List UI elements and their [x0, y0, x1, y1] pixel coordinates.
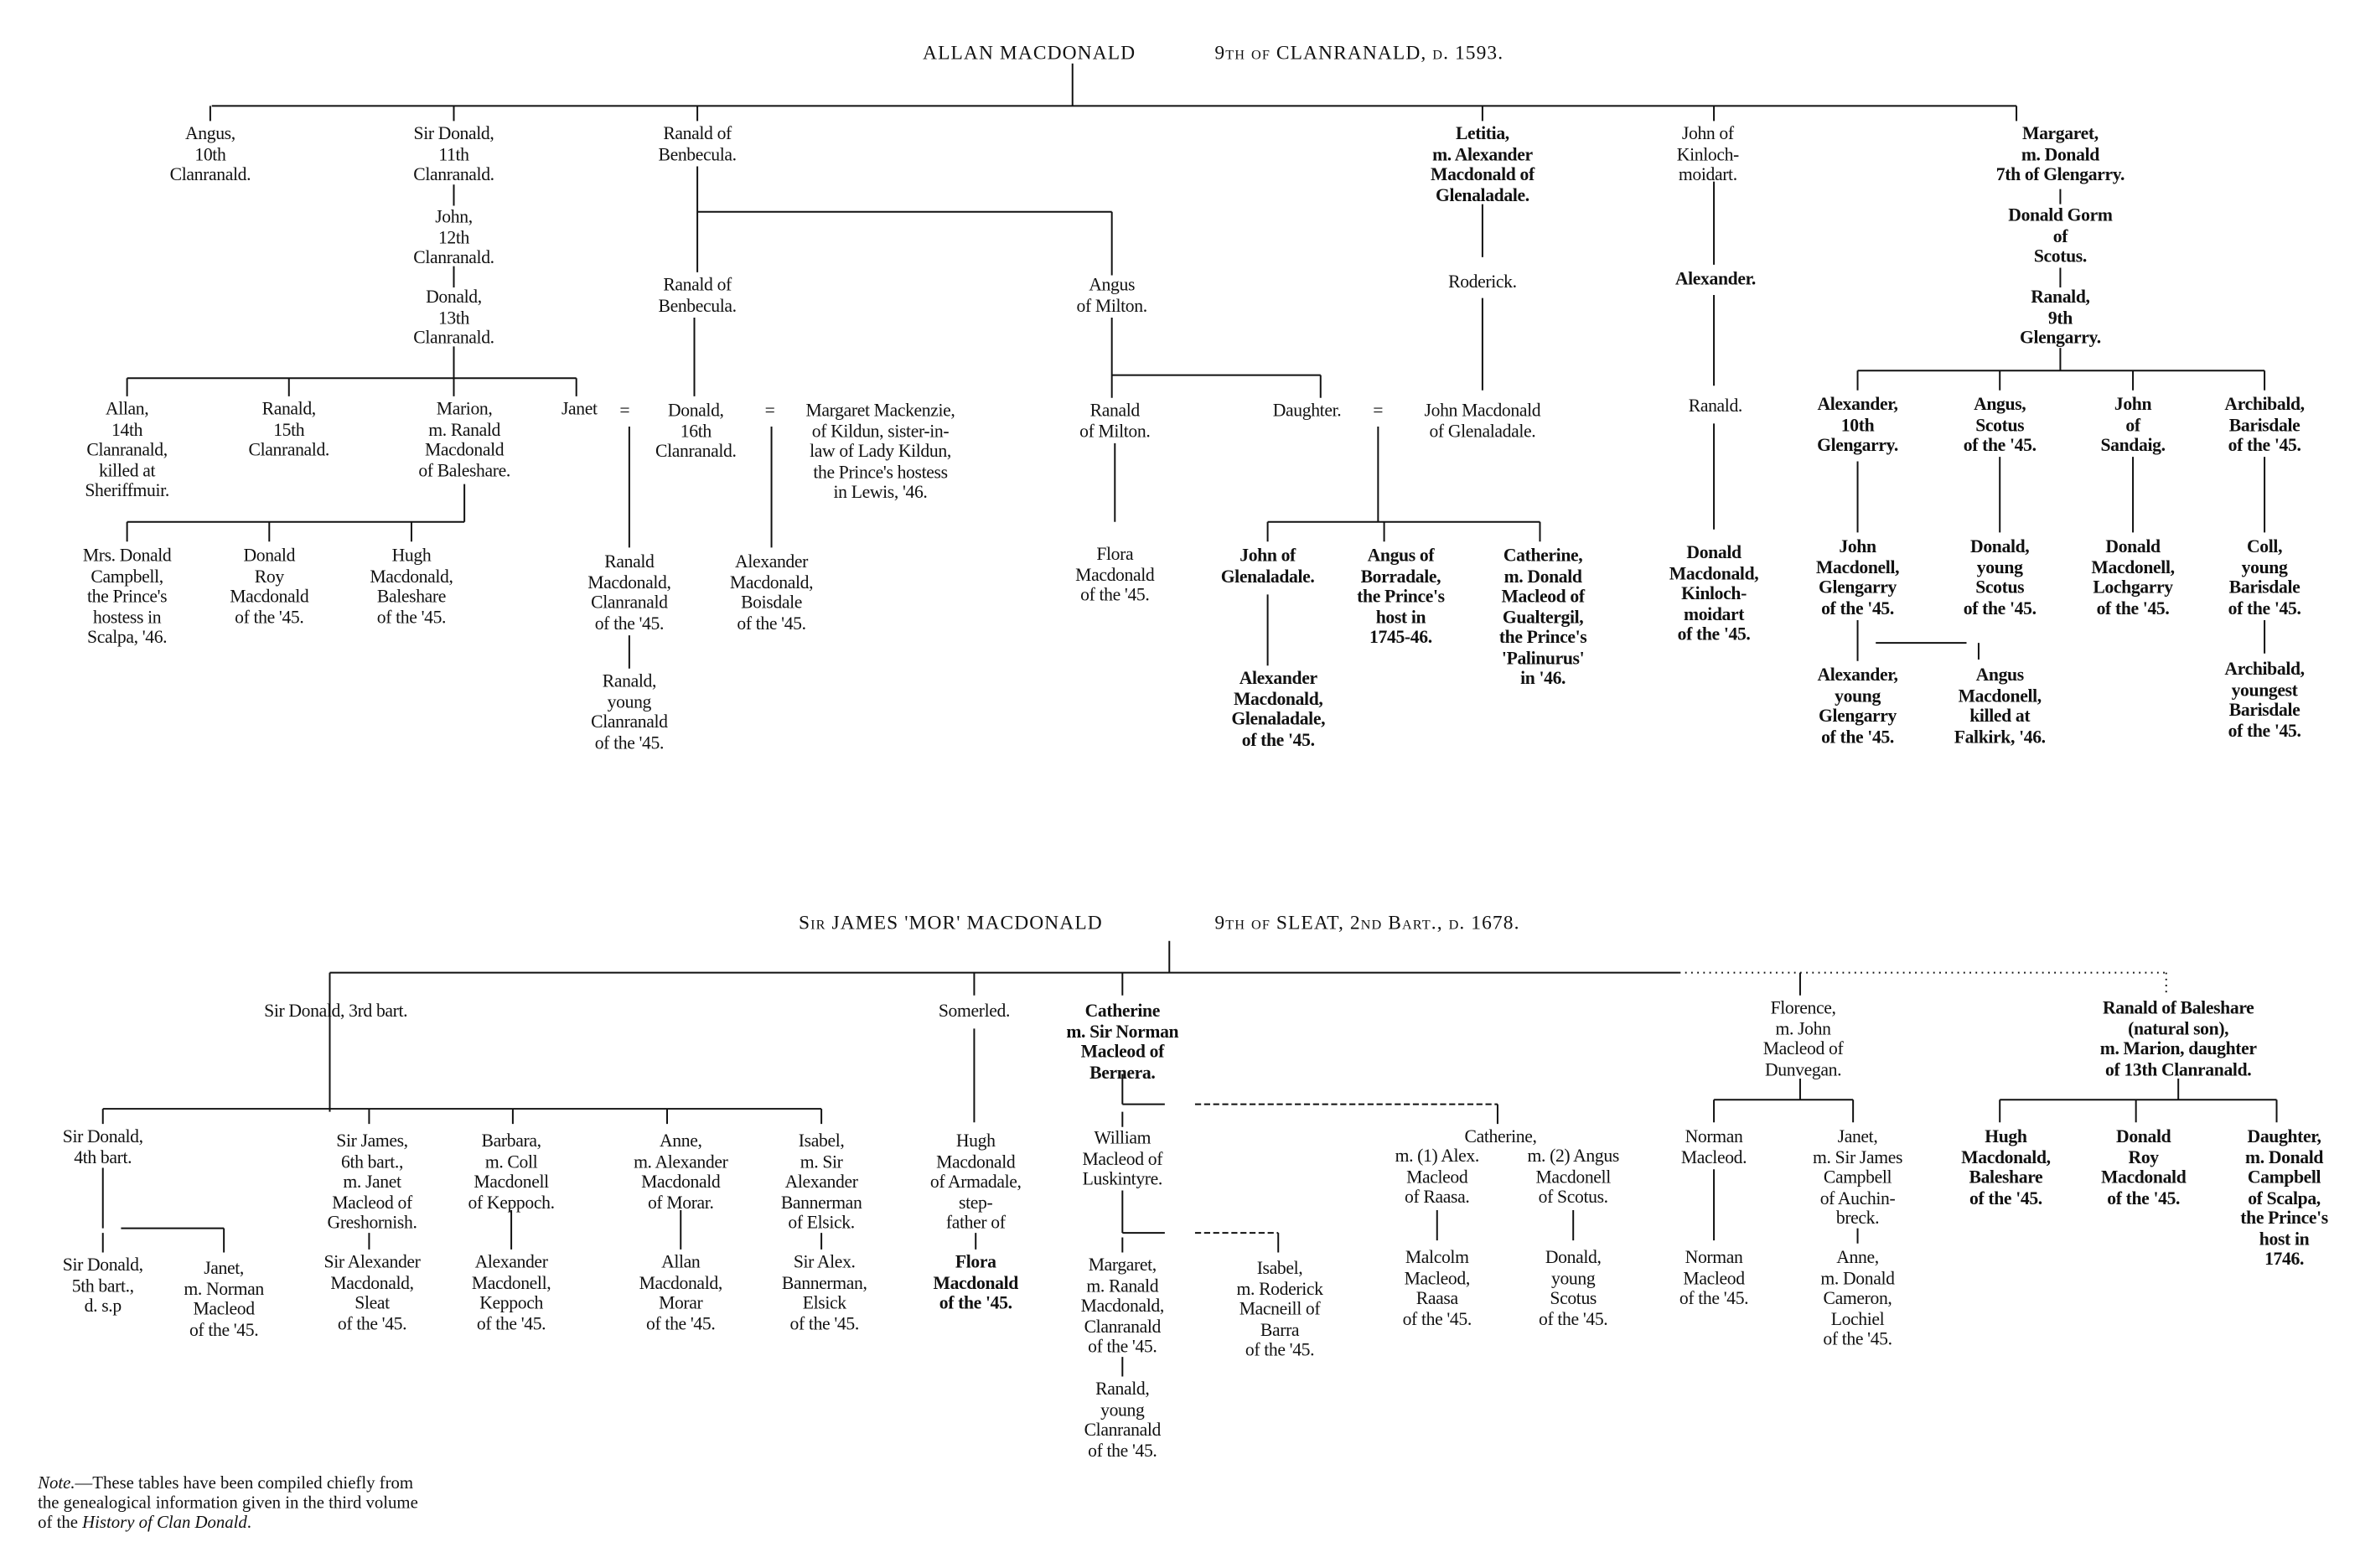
person-node: Angus Macdonell, killed at Falkirk, '46.	[1954, 664, 2046, 747]
person-node: Coll, young Barisdale of the '45.	[2228, 535, 2301, 618]
person-node: Angus of Milton.	[1076, 273, 1147, 316]
person-node: Alexander.	[1674, 267, 1756, 289]
person-node: Sir Donald, 5th bart., d. s.p	[62, 1254, 143, 1317]
person-node: Angus, 10th Clanranald.	[169, 122, 251, 185]
person-node: Ranald, 15th Clanranald.	[248, 397, 329, 460]
top-root-detail: 9th of CLANRANALD, d. 1593.	[1214, 40, 1504, 64]
note-end: .	[246, 1514, 251, 1533]
person-node: Isabel, m. Sir Alexander Bannerman of Elsick.	[780, 1130, 862, 1234]
person-node: John Macdonell, Glengarry of the '45.	[1815, 535, 1900, 618]
person-node: Donald Macdonell, Lochgarry of the '45.	[2091, 535, 2175, 618]
person-node: Flora Macdonald of the '45.	[933, 1250, 1018, 1313]
person-node: Margaret Mackenzie, of Kildun, sister-in- law of Lady Kildun, the Prince's hostess in Lewis, '46.	[805, 399, 955, 503]
person-node: Letitia, m. Alexander Macdonald of Glenaladale.	[1430, 122, 1535, 205]
person-node: m. (1) Alex. Macleod of Raasa.	[1395, 1145, 1479, 1208]
person-node: Archibald, youngest Barisdale of the '45.	[2224, 658, 2305, 741]
person-node: Angus of Borradale, the Prince's host in 1745-46.	[1357, 544, 1445, 648]
person-node: Allan Macdonald, Morar of the '45.	[639, 1250, 722, 1334]
person-node: Hugh Macdonald of Armadale, step- father of	[929, 1130, 1022, 1234]
person-node: Donald, young Scotus of the '45.	[1963, 535, 2037, 618]
person-node: Alexander, young Glengarry of the '45.	[1817, 664, 1898, 747]
person-node: Ranald of Benbecula.	[658, 273, 737, 316]
person-node: Alexander Macdonald, Boisdale of the '45.	[729, 551, 814, 634]
dotted-line-natural-son	[1679, 973, 2166, 996]
person-node: Angus, Scotus of the '45.	[1963, 393, 2037, 456]
person-node: Janet, m. Norman Macleod of the '45.	[184, 1256, 264, 1340]
person-node: Ranald.	[1688, 395, 1742, 417]
person-node: Barbara, m. Coll Macdonell of Keppoch.	[468, 1130, 555, 1213]
person-node: Hugh Macdonald, Baleshare of the '45.	[1961, 1125, 2051, 1208]
person-node: Flora Macdonald of the '45.	[1075, 542, 1155, 605]
person-node: Catherine, m. Donald Macleod of Gualtergil, the Prince's 'Palinurus' in '46.	[1498, 544, 1587, 689]
bottom-tree-lines	[103, 941, 2277, 1377]
person-node: Allan, 14th Clanranald, killed at Sheriffmuir.	[85, 397, 169, 501]
person-node: Hugh Macdonald, Baleshare of the '45.	[370, 544, 453, 628]
person-node: Margaret, m. Ranald Macdonald, Clanranald of the '45.	[1080, 1254, 1164, 1358]
person-node: m. (2) Angus Macdonell of Scotus.	[1527, 1145, 1619, 1208]
person-node: John of Glenaladale.	[1220, 544, 1315, 587]
person-node: Alexander Macdonell, Keppoch of the '45.	[471, 1250, 551, 1334]
clipped-node-frame	[1059, 1126, 1167, 1219]
person-node: Archibald, Barisdale of the '45.	[2224, 393, 2305, 456]
person-node: Sir Donald, 11th Clanranald.	[413, 122, 494, 185]
person-node: Isabel, m. Roderick Macneill of Barra of the '45.	[1236, 1256, 1323, 1360]
person-node: Daughter, m. Donald Campbell of Scalpa, the Prince's host in 1746.	[2240, 1125, 2328, 1270]
person-node: Donald Roy Macdonald of the '45.	[2100, 1125, 2187, 1208]
person-node: Somerled.	[938, 1000, 1011, 1022]
person-node: Donald, young Scotus of the '45.	[1539, 1246, 1608, 1329]
person-node: Florence, m. John Macleod of Dunvegan.	[1762, 996, 1844, 1079]
person-node: Ranald of Benbecula.	[658, 122, 737, 164]
person-node: Sir Alex. Bannerman, Elsick of the '45.	[781, 1250, 867, 1334]
note-book-title: History of Clan Donald	[82, 1514, 247, 1533]
marriage-sign: =	[1373, 399, 1384, 421]
person-node: Daughter.	[1272, 399, 1342, 421]
person-node: Donald Roy Macdonald of the '45.	[230, 544, 309, 628]
person-node: Sir Donald, 4th bart.	[62, 1125, 143, 1167]
marriage-sign: =	[764, 399, 775, 421]
person-node: Catherine m. Sir Norman Macleod of Bernera.	[1066, 1000, 1179, 1083]
footnote	[38, 1475, 582, 1534]
note-label: Note.	[38, 1474, 75, 1493]
person-node: Ranald, young Clanranald of the '45.	[1084, 1378, 1162, 1461]
person-node: Sir Donald, 3rd bart.	[264, 1000, 408, 1022]
person-node: Donald, 13th Clanranald.	[413, 286, 494, 349]
marriage-sign: =	[619, 399, 630, 421]
person-node: Ranald Macdonald, Clanranald of the '45.	[587, 551, 671, 634]
clipped-node-frame	[1059, 1000, 1179, 1092]
person-node: Catherine,	[1464, 1125, 1537, 1147]
bottom-root-name: Sir JAMES 'MOR' MACDONALD	[799, 910, 1103, 934]
person-node: Anne, m. Alexander Macdonald of Morar.	[634, 1130, 728, 1213]
person-node: Alexander Macdonald, Glenaladale, of the '45.	[1231, 667, 1326, 750]
person-node: Ranald of Baleshare (natural son), m. Marion, daughter of 13th Clanranald.	[2099, 996, 2257, 1079]
person-node: John of Kinloch- moidart.	[1676, 122, 1739, 185]
person-node: Ranald, 9th Glengarry.	[2019, 286, 2101, 349]
top-root-name: ALLAN MACDONALD	[923, 40, 1136, 64]
note-text: —These tables have been compiled chiefly from the genealogical information given in the third volume of the	[38, 1474, 418, 1533]
person-node: John Macdonald of Glenaladale.	[1424, 399, 1541, 442]
person-node: John of Sandaig.	[2100, 393, 2166, 456]
person-node: Sir James, 6th bart., m. Janet Macleod of Greshornish.	[327, 1130, 417, 1234]
bottom-root-detail: 9th of SLEAT, 2nd Bart., d. 1678.	[1214, 910, 1520, 934]
person-node: Ranald, young Clanranald of the '45.	[591, 670, 668, 753]
person-node: Malcolm Macleod, Raasa of the '45.	[1402, 1246, 1472, 1329]
person-node: Donald Macdonald, Kinloch- moidart of the '45.	[1669, 541, 1759, 644]
person-node: Sir Alexander Macdonald, Sleat of the '45.	[323, 1250, 421, 1334]
person-node: Roderick.	[1448, 271, 1517, 292]
person-node: Janet, m. Sir James Campbell of Auchin- breck.	[1813, 1125, 1903, 1229]
person-node: John, 12th Clanranald.	[413, 205, 494, 268]
person-node: Donald, 16th Clanranald.	[655, 399, 737, 462]
person-node: Mrs. Donald Campbell, the Prince's hostess in Scalpa, '46.	[82, 544, 172, 648]
person-node: Donald Gorm of Scotus.	[2008, 204, 2113, 267]
person-node: Ranald of Milton.	[1079, 399, 1151, 442]
person-node: Janet	[561, 397, 598, 419]
person-node: Alexander, 10th Glengarry.	[1817, 393, 1898, 456]
person-node: Norman Macleod of the '45.	[1679, 1246, 1749, 1309]
person-node: Anne, m. Donald Cameron, Lochiel of the '45.	[1820, 1246, 1895, 1350]
person-node: Margaret, m. Donald 7th of Glengarry.	[1995, 122, 2125, 185]
person-node: William Macleod of Luskintyre.	[1082, 1126, 1163, 1189]
person-node: Norman Macleod.	[1680, 1125, 1747, 1167]
person-node: Marion, m. Ranald Macdonald of Baleshare.	[418, 397, 510, 481]
